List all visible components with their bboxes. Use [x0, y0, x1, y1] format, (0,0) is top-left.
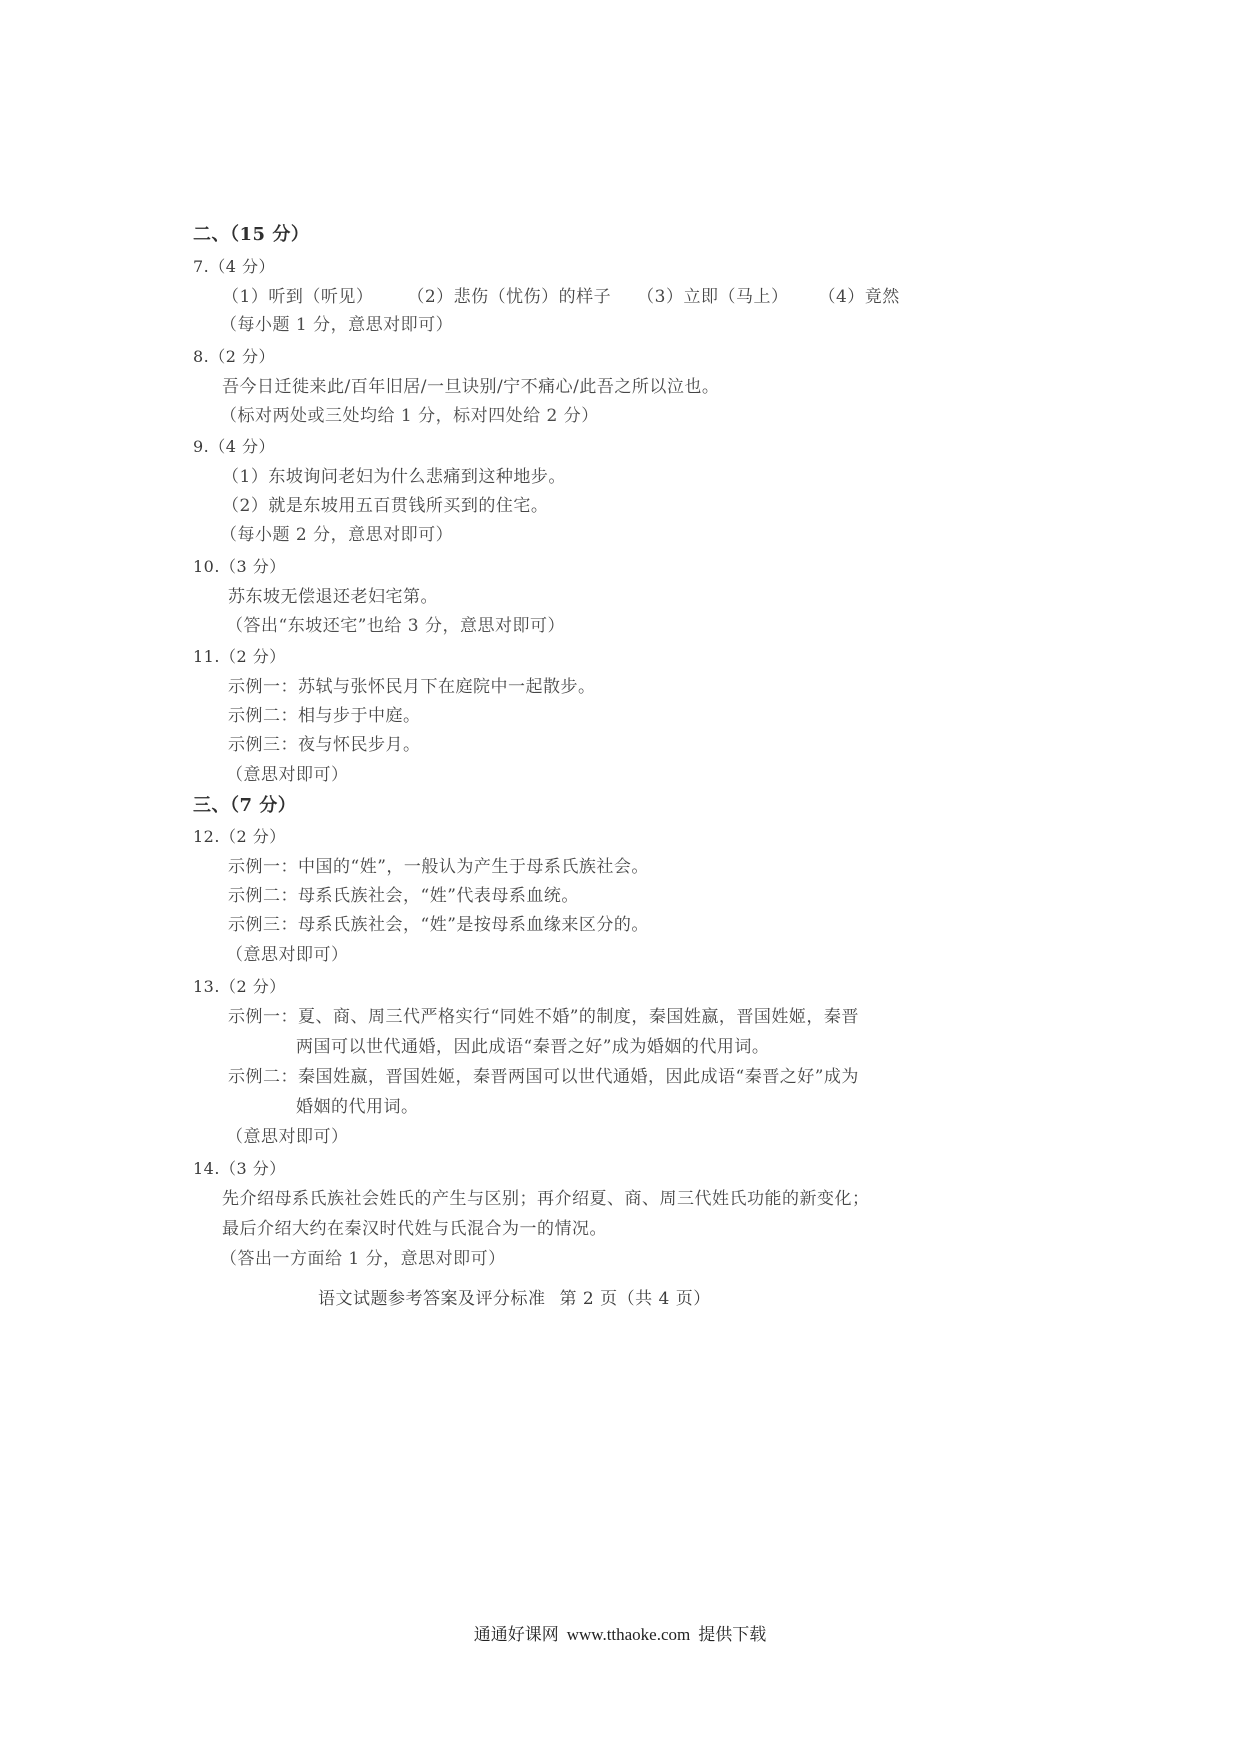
page-footer: [318, 1288, 711, 1310]
question-number-11: 11.（2 分）: [193, 647, 286, 666]
q14-scoring-note: （答出一方面给 1 分，意思对即可）: [220, 1249, 506, 1269]
q8-answer: 吾今日迁徙来此/百年旧居/一旦诀别/宁不痛心/此吾之所以泣也。: [222, 377, 720, 397]
question-7-answers: [222, 286, 900, 308]
question-number-14: 14.（3 分）: [193, 1159, 286, 1178]
q8-scoring-note: （标对两处或三处均给 1 分，标对四处给 2 分）: [220, 406, 599, 426]
q12-example-1: 示例一：中国的“姓”，一般认为产生于母系氏族社会。: [228, 857, 649, 877]
question-number-8: 8.（2 分）: [193, 347, 276, 366]
section-heading-2: 二、（15 分）: [193, 224, 310, 245]
watermark-url: www.tthaoke.com: [566, 1625, 691, 1644]
q11-example-1: 示例一：苏轼与张怀民月下在庭院中一起散步。: [228, 677, 596, 697]
question-number-10: 10.（3 分）: [193, 557, 286, 576]
q11-example-2: 示例二：相与步于中庭。: [228, 706, 421, 726]
footer-title: 语文试题参考答案及评分标准: [318, 1289, 546, 1309]
section-heading-3: 三、（7 分）: [193, 795, 297, 816]
download-watermark: [0, 1620, 1240, 1645]
footer-page-number: 第 2 页（共 4 页）: [559, 1289, 711, 1309]
q14-answer-line-2: 最后介绍大约在秦汉时代姓与氏混合为一的情况。: [222, 1219, 607, 1239]
q13-example-2-line-2: 婚姻的代用词。: [296, 1097, 419, 1117]
question-number-7: 7.（4 分）: [193, 257, 276, 276]
q7-answer-3: （3）立即（马上）: [637, 287, 789, 307]
q7-answer-4: （4）竟然: [818, 287, 900, 307]
q10-answer: 苏东坡无偿退还老妇宅第。: [228, 587, 438, 607]
q11-scoring-note: （意思对即可）: [226, 765, 349, 785]
q13-scoring-note: （意思对即可）: [226, 1127, 349, 1147]
question-number-13: 13.（2 分）: [193, 977, 286, 996]
question-number-12: 12.（2 分）: [193, 827, 286, 846]
q11-example-3: 示例三：夜与怀民步月。: [228, 735, 421, 755]
q12-example-3: 示例三：母系氏族社会，“姓”是按母系血缘来区分的。: [228, 915, 649, 935]
q14-answer-line-1: 先介绍母系氏族社会姓氏的产生与区别；再介绍夏、商、周三代姓氏功能的新变化；: [222, 1189, 870, 1209]
q9-scoring-note: （每小题 2 分，意思对即可）: [220, 525, 454, 545]
q12-example-2: 示例二：母系氏族社会，“姓”代表母系血统。: [228, 886, 579, 906]
q9-answer-2: （2）就是东坡用五百贯钱所买到的住宅。: [222, 496, 549, 516]
q9-answer-1: （1）东坡询问老妇为什么悲痛到这种地步。: [222, 467, 566, 487]
q7-answer-2: （2）悲伤（忧伤）的样子: [407, 287, 612, 307]
q13-example-2-line-1: 示例二：秦国姓嬴，晋国姓姬，秦晋两国可以世代通婚，因此成语“秦晋之好”成为: [228, 1067, 859, 1087]
q13-example-1-line-1: 示例一：夏、商、周三代严格实行“同姓不婚”的制度，秦国姓嬴，晋国姓姬，秦晋: [228, 1007, 859, 1027]
watermark-suffix: 提供下载: [698, 1625, 767, 1645]
q10-scoring-note: （答出“东坡还宅”也给 3 分，意思对即可）: [226, 616, 566, 636]
q12-scoring-note: （意思对即可）: [226, 945, 349, 965]
q13-example-1-line-2: 两国可以世代通婚，因此成语“秦晋之好”成为婚姻的代用词。: [296, 1037, 770, 1057]
q7-scoring-note: （每小题 1 分，意思对即可）: [220, 315, 454, 335]
watermark-site-name: 通通好课网: [473, 1625, 559, 1645]
q7-answer-1: （1）听到（听见）: [222, 287, 374, 307]
question-number-9: 9.（4 分）: [193, 437, 276, 456]
